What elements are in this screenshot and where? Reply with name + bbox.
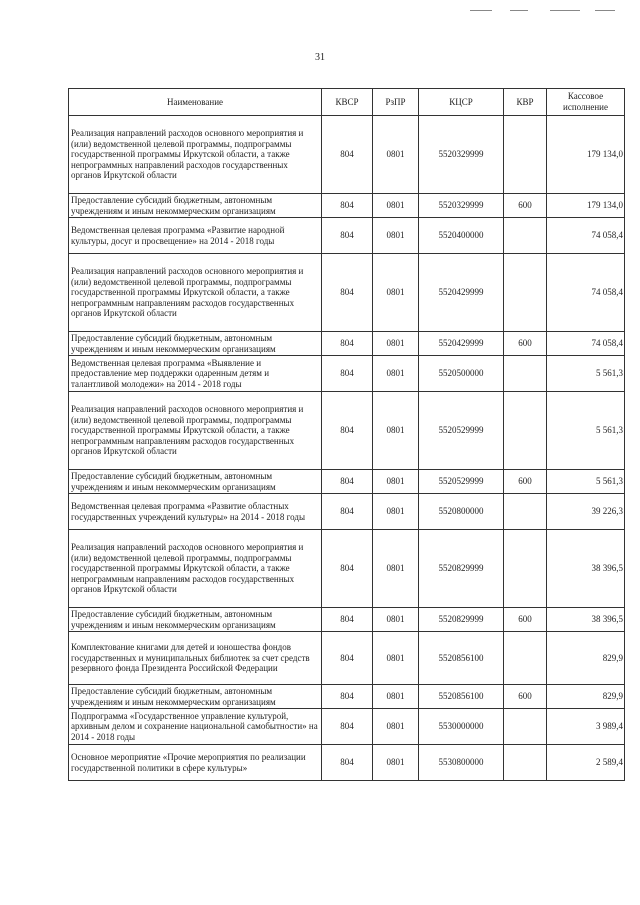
cell-kvr <box>504 356 547 392</box>
cell-kvsr: 804 <box>322 608 373 632</box>
cell-amount: 5 561,3 <box>547 470 625 494</box>
cell-name: Предоставление субсидий бюджетным, автономным учреждениям и иным некоммерческим организациям <box>69 470 322 494</box>
cell-name: Подпрограмма «Государственное управление культурой, архивным делом и сохранение национальной самобытности» на 2014 - 2018 годы <box>69 709 322 745</box>
cell-rzpr: 0801 <box>373 194 419 218</box>
cell-kvr <box>504 530 547 608</box>
cell-rzpr: 0801 <box>373 470 419 494</box>
cell-name: Реализация направлений расходов основного мероприятия и (или) ведомственной целевой программы, подпрограммы государственной программы Иркутской области, а также непрограммных направлений расходов государственных органов Иркутской области <box>69 116 322 194</box>
cell-name: Реализация направлений расходов основного мероприятия и (или) ведомственной целевой программы, подпрограммы государственной программы Иркутской области, а также непрограммным направлениям расходов государственных органов Иркутской области <box>69 254 322 332</box>
cell-kcsr: 5520529999 <box>419 392 504 470</box>
cell-name: Предоставление субсидий бюджетным, автономным учреждениям и иным некоммерческим организациям <box>69 332 322 356</box>
cell-kvsr: 804 <box>322 356 373 392</box>
table-header-row <box>69 89 625 116</box>
cell-kvsr: 804 <box>322 632 373 685</box>
table-row <box>69 530 625 608</box>
cell-kvr: 600 <box>504 685 547 709</box>
table-row <box>69 254 625 332</box>
cell-rzpr: 0801 <box>373 218 419 254</box>
cell-amount: 39 226,3 <box>547 494 625 530</box>
cell-rzpr: 0801 <box>373 392 419 470</box>
table-row <box>69 356 625 392</box>
cell-kvsr: 804 <box>322 194 373 218</box>
cell-kcsr: 5520400000 <box>419 218 504 254</box>
cell-name: Предоставление субсидий бюджетным, автономным учреждениям и иным некоммерческим организациям <box>69 608 322 632</box>
cell-name: Предоставление субсидий бюджетным, автономным учреждениям и иным некоммерческим организациям <box>69 685 322 709</box>
cell-rzpr: 0801 <box>373 494 419 530</box>
cell-kvsr: 804 <box>322 332 373 356</box>
cell-kvsr: 804 <box>322 254 373 332</box>
cell-kvr: 600 <box>504 332 547 356</box>
cell-name: Ведомственная целевая программа «Развитие народной культуры, досуг и просвещение» на 2014 - 2018 годы <box>69 218 322 254</box>
cell-kvr <box>504 632 547 685</box>
cell-name: Основное мероприятие «Прочие мероприятия по реализации государственной политики в сфере культуры» <box>69 745 322 781</box>
cell-kcsr: 5520800000 <box>419 494 504 530</box>
cell-amount: 829,9 <box>547 632 625 685</box>
cell-amount: 38 396,5 <box>547 608 625 632</box>
table-row <box>69 745 625 781</box>
cell-kvr: 600 <box>504 470 547 494</box>
cell-rzpr: 0801 <box>373 685 419 709</box>
cell-kcsr: 5520856100 <box>419 685 504 709</box>
cell-kvr: 600 <box>504 608 547 632</box>
table-body <box>69 116 625 781</box>
table-row <box>69 470 625 494</box>
cell-rzpr: 0801 <box>373 254 419 332</box>
cell-rzpr: 0801 <box>373 530 419 608</box>
table-row <box>69 685 625 709</box>
cell-amount: 38 396,5 <box>547 530 625 608</box>
cell-amount: 74 058,4 <box>547 332 625 356</box>
cell-kvr <box>504 392 547 470</box>
table-row <box>69 116 625 194</box>
cell-kvr <box>504 709 547 745</box>
cell-kcsr: 5530800000 <box>419 745 504 781</box>
cell-amount: 74 058,4 <box>547 218 625 254</box>
cell-kcsr: 5520329999 <box>419 116 504 194</box>
table-row <box>69 332 625 356</box>
cell-kvr <box>504 494 547 530</box>
cell-kcsr: 5530000000 <box>419 709 504 745</box>
cell-kcsr: 5520429999 <box>419 332 504 356</box>
cell-kvsr: 804 <box>322 392 373 470</box>
cell-kvr <box>504 745 547 781</box>
cell-amount: 74 058,4 <box>547 254 625 332</box>
cell-amount: 2 589,4 <box>547 745 625 781</box>
cell-kvsr: 804 <box>322 685 373 709</box>
table-row <box>69 608 625 632</box>
cell-amount: 179 134,0 <box>547 116 625 194</box>
cell-kvsr: 804 <box>322 494 373 530</box>
header-kvsr: КВСР <box>322 89 373 116</box>
cell-kcsr: 5520500000 <box>419 356 504 392</box>
cell-kvr <box>504 254 547 332</box>
cell-rzpr: 0801 <box>373 332 419 356</box>
cell-kvsr: 804 <box>322 530 373 608</box>
cell-rzpr: 0801 <box>373 356 419 392</box>
header-name: Наименование <box>69 89 322 116</box>
cell-amount: 5 561,3 <box>547 392 625 470</box>
cell-amount: 5 561,3 <box>547 356 625 392</box>
cell-amount: 3 989,4 <box>547 709 625 745</box>
cell-kvr: 600 <box>504 194 547 218</box>
cell-kvsr: 804 <box>322 709 373 745</box>
cell-kcsr: 5520429999 <box>419 254 504 332</box>
header-amount: Кассовое исполнение <box>547 89 625 116</box>
header-kcsr: КЦСР <box>419 89 504 116</box>
cell-rzpr: 0801 <box>373 709 419 745</box>
cell-kvsr: 804 <box>322 470 373 494</box>
cell-rzpr: 0801 <box>373 608 419 632</box>
cell-kcsr: 5520829999 <box>419 530 504 608</box>
header-rzpr: РзПР <box>373 89 419 116</box>
cell-kcsr: 5520856100 <box>419 632 504 685</box>
table-row <box>69 218 625 254</box>
cell-name: Ведомственная целевая программа «Выявление и предоставление мер поддержки одаренным детям и талантливой молодежи» на 2014 - 2018 годы <box>69 356 322 392</box>
cell-rzpr: 0801 <box>373 632 419 685</box>
cell-kvr <box>504 218 547 254</box>
header-kvr: КВР <box>504 89 547 116</box>
cell-kvsr: 804 <box>322 218 373 254</box>
cell-kcsr: 5520829999 <box>419 608 504 632</box>
cell-kvsr: 804 <box>322 745 373 781</box>
cell-amount: 179 134,0 <box>547 194 625 218</box>
cell-rzpr: 0801 <box>373 745 419 781</box>
table-row <box>69 494 625 530</box>
table-row <box>69 392 625 470</box>
cell-name: Реализация направлений расходов основного мероприятия и (или) ведомственной целевой программы, подпрограммы государственной программы Иркутской области, а также непрограммным направлениям расходов государственных органов Иркутской области <box>69 530 322 608</box>
cell-kcsr: 5520529999 <box>419 470 504 494</box>
cell-name: Комплектование книгами для детей и юношества фондов государственных и муниципальных библиотек за счет средств резервного фонда Президента Российской Федерации <box>69 632 322 685</box>
scan-artifact-marks <box>470 10 630 12</box>
cell-name: Ведомственная целевая программа «Развитие областных государственных учреждений культуры» на 2014 - 2018 годы <box>69 494 322 530</box>
cell-rzpr: 0801 <box>373 116 419 194</box>
page-number: 31 <box>315 52 325 63</box>
cell-amount: 829,9 <box>547 685 625 709</box>
cell-name: Реализация направлений расходов основного мероприятия и (или) ведомственной целевой программы, подпрограммы государственной программы Иркутской области, а также непрограммным направлениям расходов государственных органов Иркутской области <box>69 392 322 470</box>
cell-name: Предоставление субсидий бюджетным, автономным учреждениям и иным некоммерческим организациям <box>69 194 322 218</box>
table-row <box>69 194 625 218</box>
table-row <box>69 709 625 745</box>
cell-kvsr: 804 <box>322 116 373 194</box>
table-row <box>69 632 625 685</box>
budget-table <box>68 88 625 781</box>
cell-kcsr: 5520329999 <box>419 194 504 218</box>
cell-kvr <box>504 116 547 194</box>
